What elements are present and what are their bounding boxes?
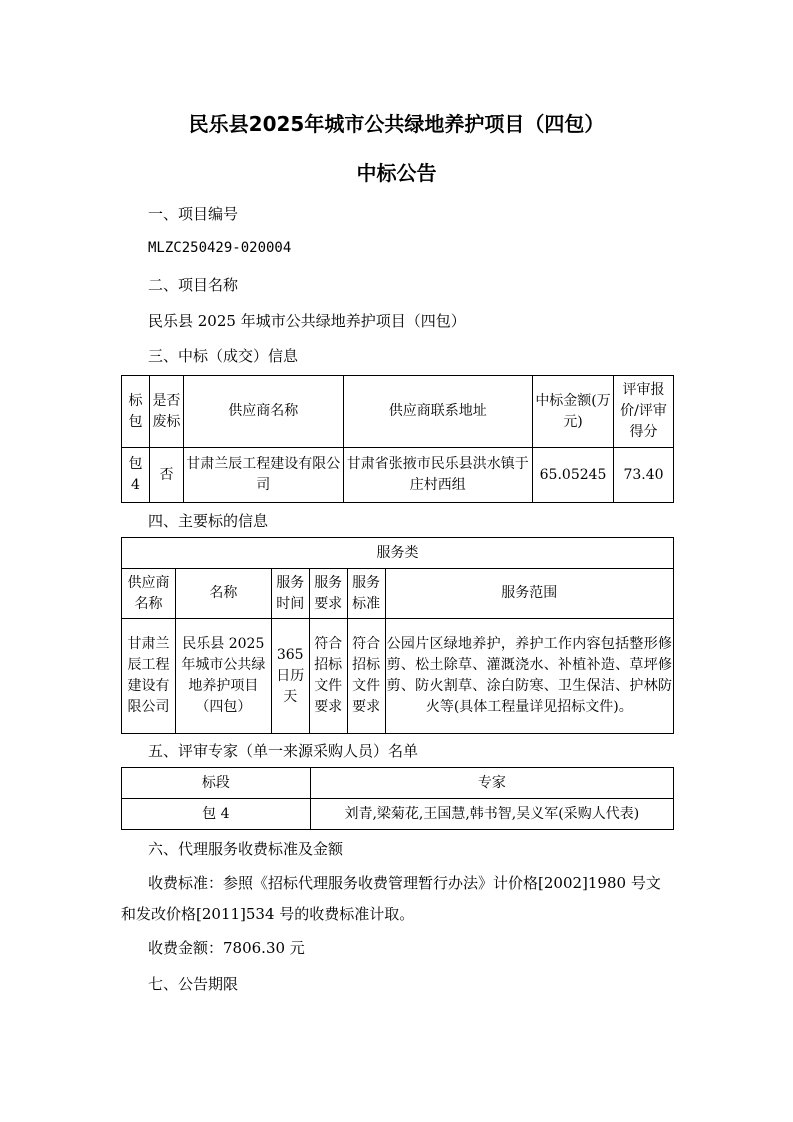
header-service-scope: 服务范围 [385,569,673,619]
cell-supplier: 甘肃兰辰工程建设有限公司 [122,619,176,734]
document-subtitle: 中标公告 [356,161,437,185]
section-subject-info-heading: 四、主要标的信息 [148,512,269,530]
category-cell: 服务类 [122,538,674,569]
section-project-name-heading: 二、项目名称 [148,276,239,294]
table-row [122,619,674,734]
subject-info-table [121,537,674,734]
header-supplier: 供应商名称 [183,376,343,448]
document-title: 民乐县2025年城市公共绿地养护项目（四包） [188,112,605,136]
cell-address: 甘肃省张掖市民乐县洪水镇于庄村西组 [343,448,533,503]
cell-service-scope: 公园片区绿地养护，养护工作内容包括整形修剪、松土除草、灌溉浇水、补植补造、草坪修剪、防火割草、涂白防寒、卫生保洁、护林防火等(具体工程量详见招标文件)。 [385,619,673,734]
award-header-row [122,376,674,448]
section-experts-heading: 五、评审专家（单一来源采购人员）名单 [148,742,419,760]
fee-standard-line2: 和发改价格[2011]534 号的收费标准计取。 [121,905,415,923]
cell-segment: 包 4 [122,799,311,830]
header-score: 评审报价/评审得分 [614,376,674,448]
cell-name: 民乐县 2025 年城市公共绿地养护项目（四包） [175,619,271,734]
project-number: MLZC250429-020004 [148,240,292,256]
section-project-number-heading: 一、项目编号 [148,205,239,223]
header-supplier: 供应商名称 [122,569,176,619]
project-name: 民乐县 2025 年城市公共绿地养护项目（四包） [148,312,466,330]
header-name: 名称 [175,569,271,619]
fee-amount: 收费金额：7806.30 元 [148,939,305,957]
header-package: 标包 [122,376,150,448]
table-row [122,448,674,503]
experts-table [121,767,674,830]
section-fee-heading: 六、代理服务收费标准及金额 [148,840,344,858]
fee-standard-line1: 收费标准：参照《招标代理服务收费管理暂行办法》计价格[2002]1980 号文 [148,874,661,892]
award-info-table [121,375,674,503]
header-address: 供应商联系地址 [343,376,533,448]
header-amount: 中标金额(万元) [533,376,614,448]
cell-amount: 65.05245 [533,448,614,503]
subject-header-row [122,569,674,619]
cell-score: 73.40 [614,448,674,503]
header-service-standard: 服务标准 [347,569,385,619]
header-abandoned: 是否废标 [149,376,183,448]
cell-experts: 刘青,梁菊花,王国慧,韩书智,吴义军(采购人代表) [310,799,673,830]
header-service-requirement: 服务要求 [309,569,347,619]
cell-service-requirement: 符合招标文件要求 [309,619,347,734]
category-row [122,538,674,569]
section-notice-period-heading: 七、公告期限 [148,975,239,993]
header-segment: 标段 [122,768,311,799]
cell-service-time: 365 日历天 [271,619,309,734]
cell-abandoned: 否 [149,448,183,503]
experts-header-row [122,768,674,799]
header-service-time: 服务时间 [271,569,309,619]
table-row [122,799,674,830]
cell-supplier: 甘肃兰辰工程建设有限公司 [183,448,343,503]
cell-package: 包 4 [122,448,150,503]
cell-service-standard: 符合招标文件要求 [347,619,385,734]
header-experts: 专家 [310,768,673,799]
section-award-info-heading: 三、中标（成交）信息 [148,347,299,365]
